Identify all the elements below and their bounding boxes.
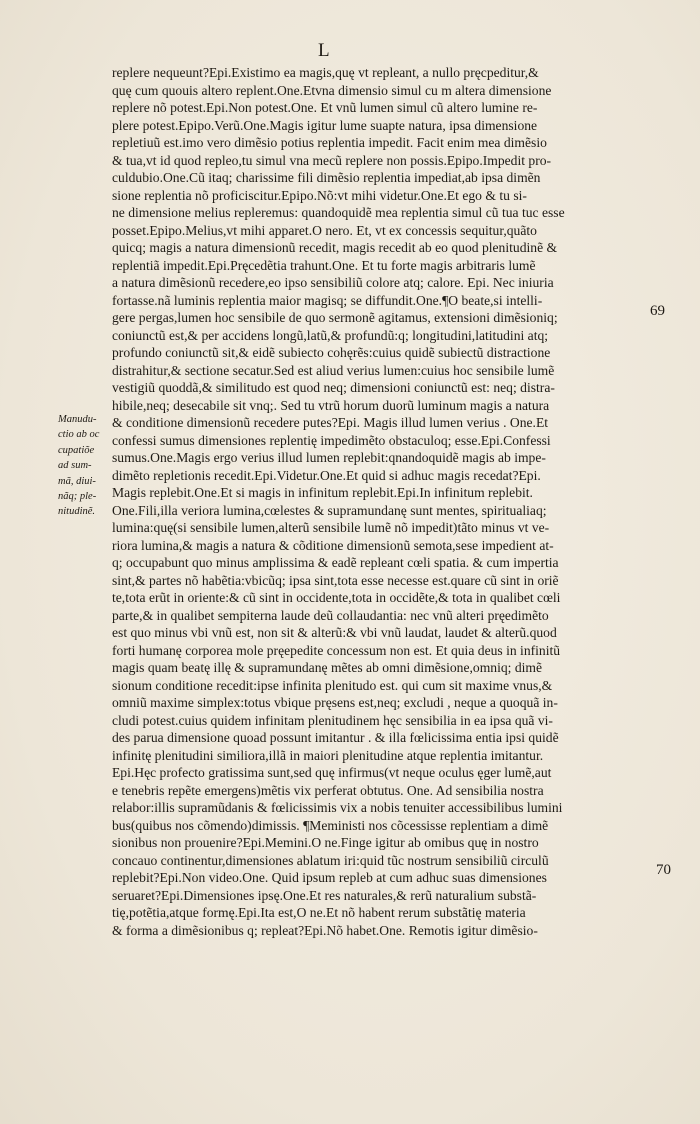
text-line: coniunctũ est,& per accidens longũ,latũ,& profundũ:q; longitudini,latitudini atq; xyxy=(112,327,549,343)
text-line: dimẽto repletionis recedit.Epi.Videtur.One.Et quid si adhuc magis recedat?Epi. xyxy=(112,467,541,483)
text-line: concauo continentur,dimensiones ablatum iri:quid tũc nostrum sensibiliũ circulũ xyxy=(112,852,549,868)
text-line: & conditione dimensionũ recedere putes?Epi. Magis illud lumen verius . One.Et xyxy=(112,415,549,430)
text-line: confessi sumus dimensiones replentię impedimẽto obstaculoq; esse.Epi.Confessi xyxy=(112,432,551,448)
text-line: sionibus non prouenire?Epi.Memini.O ne.Finge igitur ab omibus quę in nostro xyxy=(112,835,539,850)
text-line: des parua dimensione quoad possunt imitantur . & illa fœlicissima entia ipsi quidẽ xyxy=(112,730,559,745)
text-line: omniũ maxime simplex:totus vbique pręsens est,neq; excludi , neque a quoquã in- xyxy=(112,695,558,710)
margin-note-line: ad sum- xyxy=(58,460,92,472)
text-line: parte,& in qualibet sempiterna laude deũ collaudantia: nec vnũ alteri pręedimẽto xyxy=(112,607,549,623)
text-line: replebit?Epi.Non video.One. Quid ipsum repleb at cum adhuc suas dimensiones xyxy=(112,870,547,885)
text-line: posset.Epipo.Melius,vt mihi apparet.O nero. Et, vt ex concessis sequitur,quãto xyxy=(112,222,537,238)
text-line: culdubio.One.Cũ itaq; charissime fili dimẽsio replentia impediat,ab ipsa dimẽn xyxy=(112,170,541,185)
text-line: forti humanę corporea mole pręepedite concessum non est. Et quia deus in infinitũ xyxy=(112,642,561,658)
text-line: replere nequeunt?Epi.Existimo ea magis,quę vt repleant, a nullo pręcpeditur,& xyxy=(112,65,539,80)
text-line: repletiuũ est.imo vero dimẽsio potius replentia impedit. Facit enim mea dimẽsio xyxy=(112,135,547,150)
text-line: a natura dimẽsionũ recedere,eo ipso sensibiliũ colore atq; calore. Epi. Nec iniuria xyxy=(112,275,554,290)
text-line: & forma a dimẽsionibus q; repleat?Epi.Nõ habet.One. Remotis igitur dimẽsio- xyxy=(112,922,538,938)
text-line: sint,& partes nõ habẽtia:vbicũq; ipsa sint,tota esse necesse est.quare cũ sint in oriẽ xyxy=(112,572,559,588)
text-line: gere pergas,lumen hoc sensibile de quo sermonẽ agitamus, extensioni dimẽsioniq; xyxy=(112,310,558,325)
text-line: plere potest.Epipo.Verũ.One.Magis igitur lume suapte natura, ipsa dimensione xyxy=(112,117,538,133)
signature-mark: L xyxy=(318,40,331,61)
margin-note-line: mã, diui- xyxy=(58,475,96,487)
margin-note-line: nitudinẽ. xyxy=(58,506,96,518)
text-line: profundo coniunctũ sit,& eidẽ subiecto cohęrẽs:cuius quidẽ subiectũ distractione xyxy=(112,345,551,360)
text-line: est quo minus vbi vnũ est, non sit & alterũ:& vbi vnũ laudat, laudet & alterũ.quod xyxy=(112,625,557,640)
text-line: replentiã impedit.Epi.Pręcedẽtia trahunt.One. Et tu forte magis arbitraris lumẽ xyxy=(112,257,536,273)
margin-note-line: cupatiõe xyxy=(58,444,95,456)
folio-number-69: 69 xyxy=(650,303,665,319)
text-line: sumus.One.Magis ergo verius illud lumen replebit:qnandoquidẽ magis ab impe- xyxy=(112,450,546,465)
text-line: One.Fili,illa veriora lumina,cœlestes & supramundanę sunt mentes, spiritualiaq; xyxy=(112,502,547,518)
text-line: hibile,neq; desecabile sit vnq;. Sed tu vtrũ horum duorũ luminum magis a natura xyxy=(112,397,550,413)
text-line: sione replentia nõ proficiscitur.Epipo.Nõ:vt mihi videtur.One.Et ego & tu si- xyxy=(112,187,527,203)
margin-note-line: ctio ab oc xyxy=(58,429,100,441)
text-line: seruaret?Epi.Dimensiones ipsę.One.Et res naturales,& rerũ naturalium substã- xyxy=(112,887,537,903)
text-line: vestigiũ quoddã,& similitudo est quod neq; dimensioni coniunctũ est: neq; distra- xyxy=(112,380,555,395)
text-line: relabor:illis supramũdanis & fœlicissimis vix a nobis tenuiter accessibilibus lumini xyxy=(112,800,563,815)
text-line: e tenebris repẽte emergens)mẽtis vix perferat obtutus. One. Ad sensibilia nostra xyxy=(112,782,544,798)
text-line: lumina:quę(si sensibile lumen,alterũ sensibile lumẽ nõ impedit)tãto minus vt ve- xyxy=(112,520,550,535)
text-line: Epi.Hęc profecto gratissima sunt,sed quę infirmus(vt neque oculus ęger lumẽ,aut xyxy=(112,765,552,780)
text-line: q; occupabunt quo minus amplissima & eadẽ repleant cœli spatia. & cum impertia xyxy=(112,555,559,570)
folio-number-70: 70 xyxy=(656,862,671,878)
margin-note xyxy=(58,412,112,520)
margin-note-line: Manudu- xyxy=(58,414,97,425)
text-line: infinitę plenitudini similiora,illã in maiori plenitudine atque replentia imitantur. xyxy=(112,747,544,763)
text-line: quicq; magis a natura dimensionũ recedit, magis recedit ab eo quod plenitudinẽ & xyxy=(112,240,558,255)
text-line: sionum conditione recedit:ipse infinita plenitudo est. qui cum sit maxime vnus,& xyxy=(112,677,553,693)
text-line: Magis replebit.One.Et si magis in infinitum replebit.Epi.In infinitum replebit. xyxy=(112,485,533,500)
text-line: tię,potẽtia,atque formę.Epi.Ita est,O ne.Et nõ habent rerum substãtię materia xyxy=(112,905,526,920)
text-line: quę cum quouis altero replent.One.Etvna dimensio simul cu m altera dimensione xyxy=(112,82,552,98)
text-line: te,tota erũt in oriente:& cũ sint in occidente,tota in occidẽte,& tota in qualibet cœli xyxy=(112,590,561,605)
margin-note-line: nãq; ple- xyxy=(58,491,97,503)
text-line: bus(quibus nos cõmendo)dimissis. ¶Meministi nos cõcessisse replentiam a dimẽ xyxy=(112,817,549,833)
text-line: fortasse.nã luminis replentia maior magisq; se diffundit.One.¶O beate,si intelli- xyxy=(112,292,543,308)
text-line: distrahitur,& sectione secatur.Sed est aliud verius lumen:cuius hoc sensibile lumẽ xyxy=(112,362,555,378)
text-line: & tua,vt id quod repleo,tu simul vna mecũ replere non possis.Epipo.Impedit pro- xyxy=(112,152,552,168)
text-line: magis quam beatę illę & supramundanę mẽtes ab omni dimẽsione,omniq; dimẽ xyxy=(112,660,542,675)
body-text xyxy=(112,64,650,939)
text-line: cludi potest.cuius quidem infinitam plenitudinem hęc sensibilia in ea ipsa quã vi- xyxy=(112,712,553,728)
text-line: replere nõ potest.Epi.Non potest.One. Et vnũ lumen simul cũ altero lumine re- xyxy=(112,100,538,115)
text-line: riora lumina,& magis a natura & cõditione dimensionũ semota,sese impedient at- xyxy=(112,537,554,553)
text-line: ne dimensione melius repleremus: quandoquidẽ mea replentia simul cũ tua tuc esse xyxy=(112,205,565,220)
